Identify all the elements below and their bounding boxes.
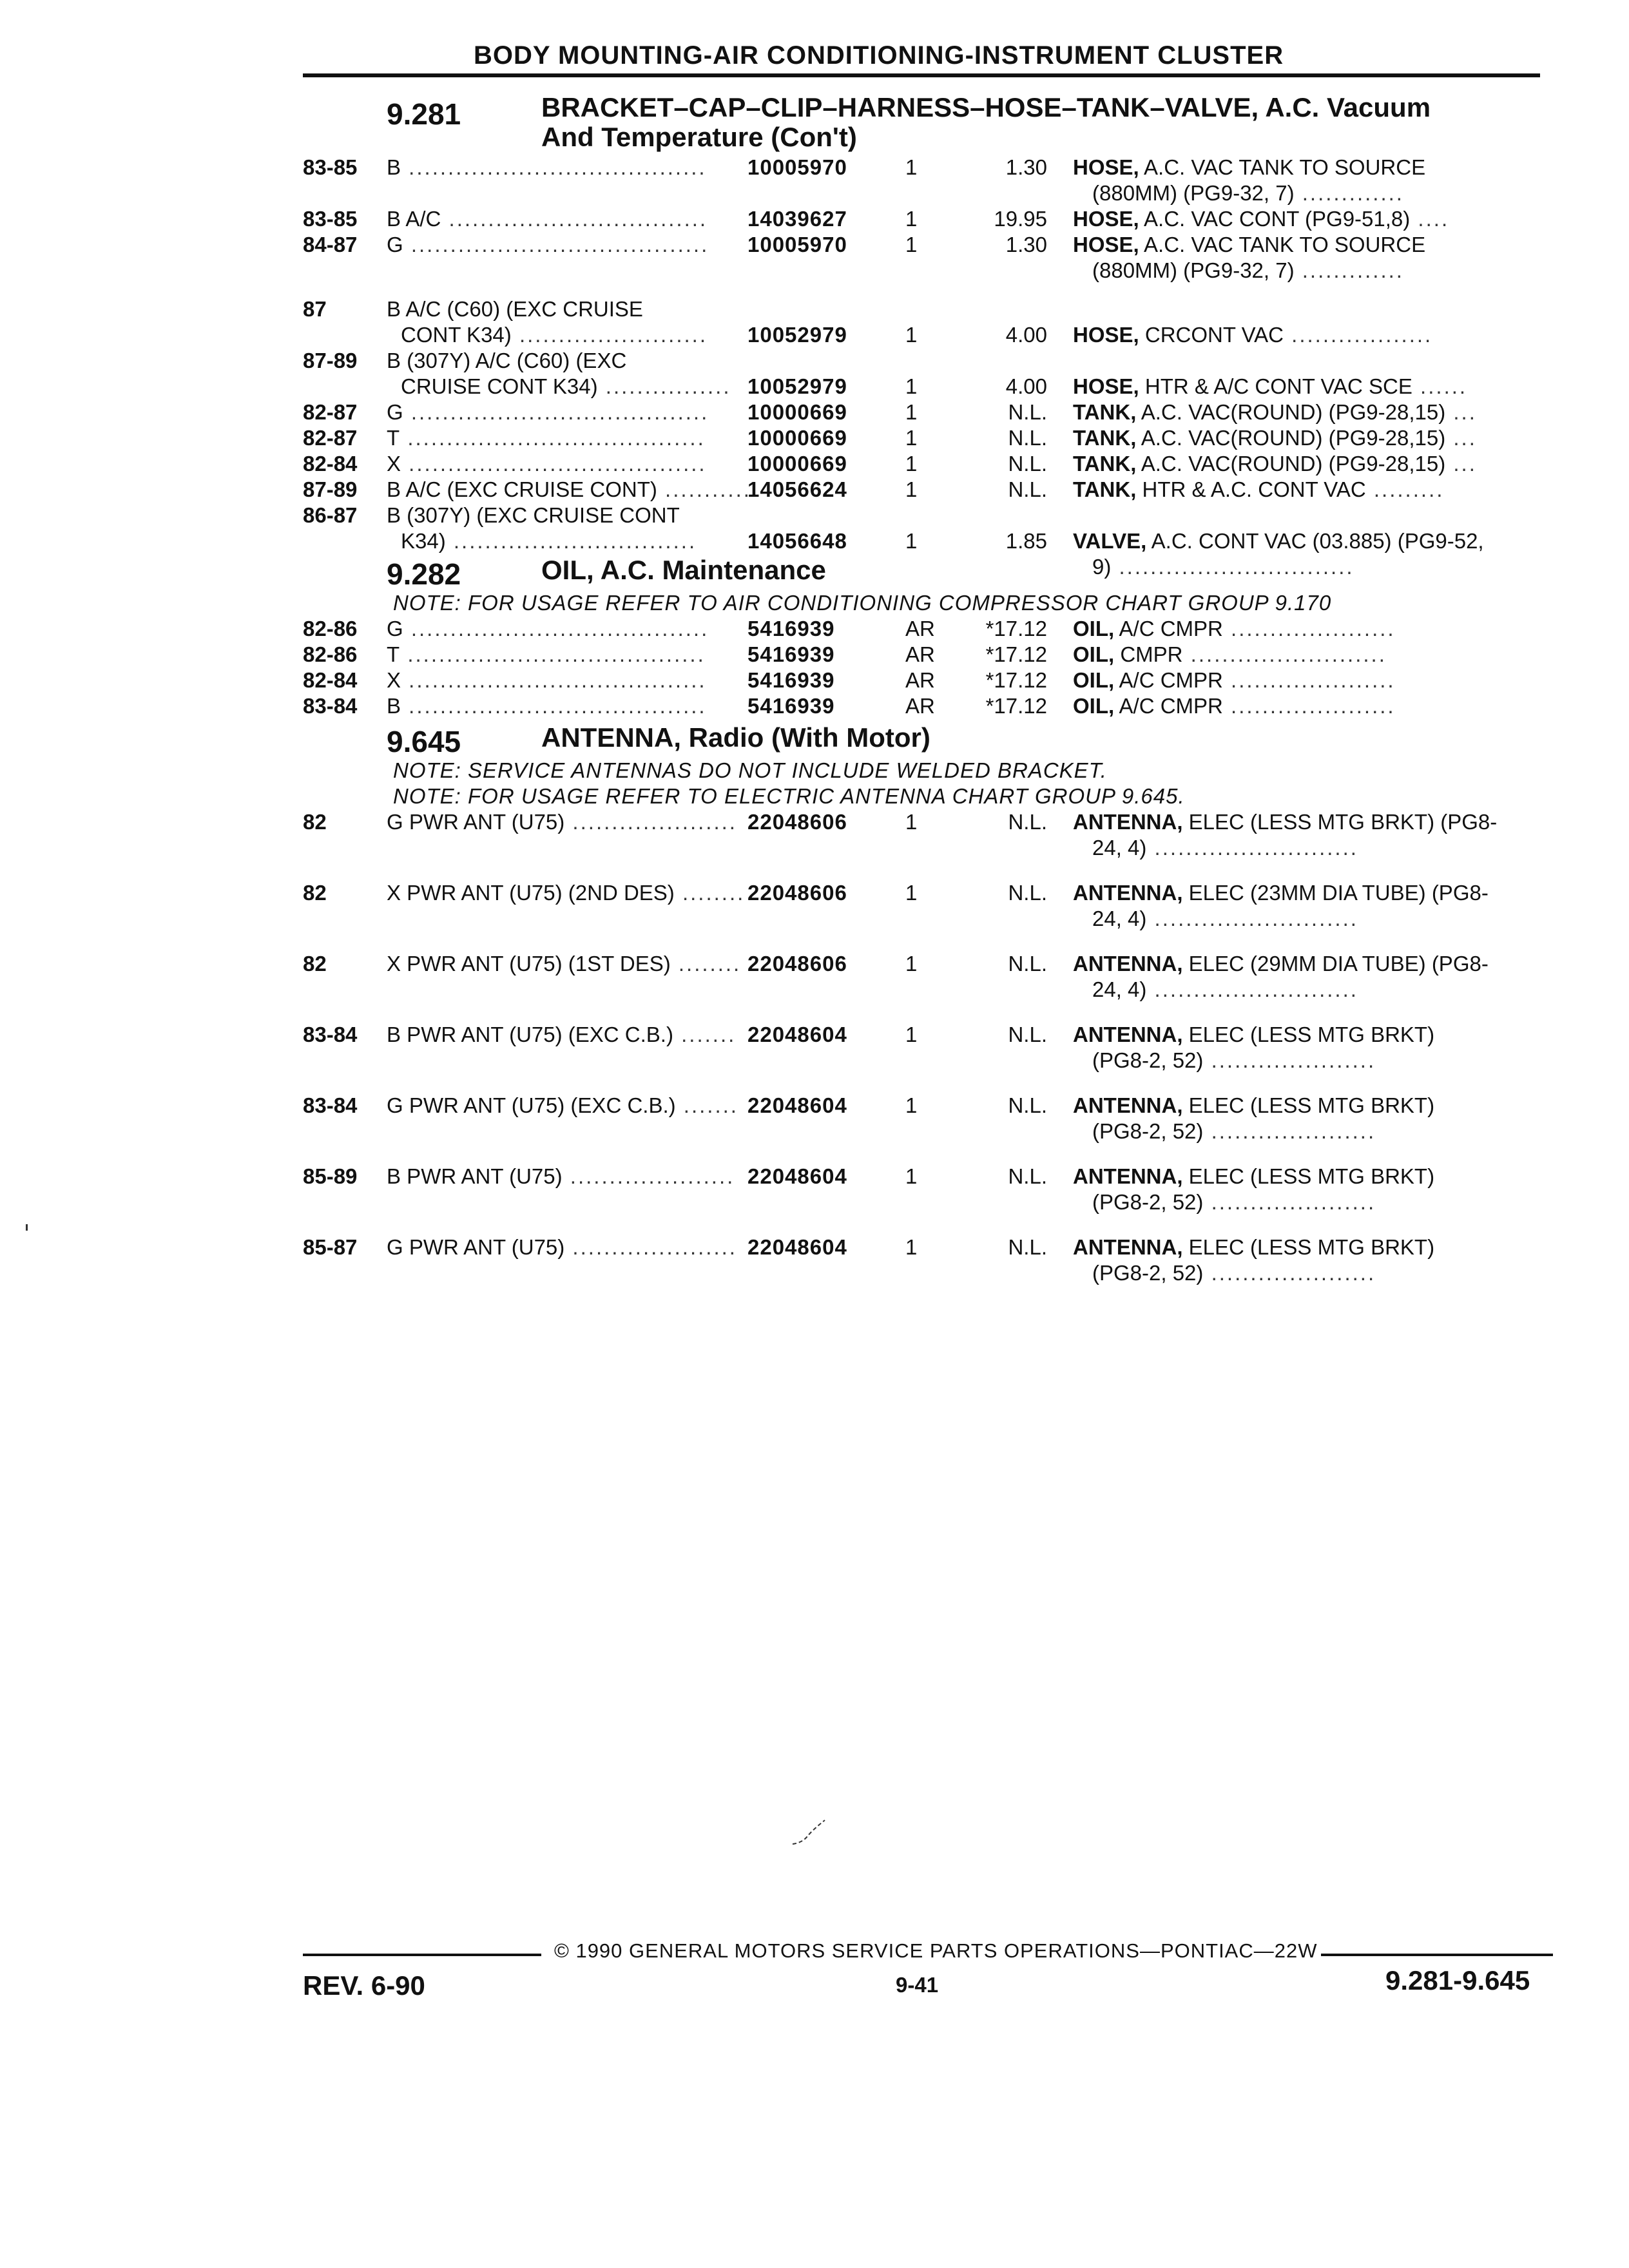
model-years: 82 — [303, 810, 327, 834]
part-name-bold: ANTENNA, — [1073, 1164, 1183, 1188]
section-9-282 — [303, 554, 1553, 719]
application — [387, 880, 1037, 906]
part-name-detail: A/C CMPR — [1114, 617, 1223, 640]
part-name-detail: A.C. VAC CONT (PG9-51,8) — [1139, 207, 1411, 231]
part-name — [1073, 477, 1550, 503]
model-years: 83-84 — [303, 694, 358, 718]
leader-dots: ..................... — [1203, 1119, 1376, 1143]
section-9-645 — [303, 722, 1553, 1286]
pen-mark — [789, 1817, 828, 1849]
application — [387, 232, 1037, 258]
part-row — [303, 809, 1553, 861]
part-row — [303, 1235, 1553, 1286]
section-note: NOTE: FOR USAGE REFER TO AIR CONDITIONING COMPRESSOR CHART GROUP 9.170 — [393, 591, 1332, 615]
application — [387, 642, 1037, 668]
leader-dots: ............. — [1294, 181, 1404, 205]
quantity: 1 — [905, 155, 918, 179]
part-name-bold: HOSE, — [1073, 207, 1139, 231]
application-line-1: B — [387, 155, 401, 179]
application-line-1: G PWR ANT (U75) — [387, 1235, 565, 1259]
application-line-1: X PWR ANT (U75) (2ND DES) — [387, 881, 675, 905]
part-row — [303, 951, 1553, 1003]
part-row — [303, 616, 1553, 642]
part-name — [1073, 880, 1550, 932]
quantity: 1 — [905, 1164, 918, 1188]
price: 4.00 — [1005, 374, 1047, 398]
application-line-1: B A/C (C60) (EXC CRUISE — [387, 297, 643, 321]
application — [387, 451, 1037, 477]
price: N.L. — [1008, 452, 1047, 476]
section-number: 9.281 — [387, 97, 461, 131]
part-name-bold: TANK, — [1073, 477, 1137, 501]
leader-dots: ...................................... — [401, 155, 707, 179]
section-note: NOTE: FOR USAGE REFER TO ELECTRIC ANTENNA CHART GROUP 9.645. — [393, 784, 1185, 808]
part-name — [1073, 322, 1550, 348]
model-years: 82-86 — [303, 642, 358, 666]
quantity: 1 — [905, 1093, 918, 1117]
part-name-detail: ELEC (LESS MTG BRKT) — [1182, 1235, 1435, 1259]
application — [387, 693, 1037, 719]
application — [387, 477, 1037, 503]
leader-dots: ...................................... — [403, 233, 709, 256]
part-name-bold: ANTENNA, — [1073, 810, 1183, 834]
part-name-line-2: (PG8-2, 52) — [1092, 1048, 1204, 1072]
part-number: 14039627 — [747, 207, 847, 231]
part-name — [1073, 451, 1550, 477]
part-name-line-2: (PG8-2, 52) — [1092, 1261, 1204, 1285]
model-years: 85-89 — [303, 1164, 358, 1188]
part-name — [1073, 951, 1550, 1003]
part-row — [303, 642, 1553, 668]
part-number: 10000669 — [747, 452, 847, 476]
leader-dots: ... — [1445, 426, 1477, 450]
part-name-detail: CMPR — [1114, 642, 1183, 666]
part-name-detail: A/C CMPR — [1114, 694, 1223, 718]
quantity: AR — [905, 694, 935, 718]
application — [387, 616, 1037, 642]
part-name — [1073, 693, 1550, 719]
part-name-detail: ELEC (LESS MTG BRKT) (PG8- — [1182, 810, 1498, 834]
part-name — [1073, 1235, 1550, 1286]
section-number: 9.645 — [387, 725, 461, 758]
part-name — [1073, 668, 1550, 693]
footer-copyright: © 1990 GENERAL MOTORS SERVICE PARTS OPERATIONS—PONTIAC—22W — [554, 1939, 1318, 1962]
application-line-1: G PWR ANT (U75) — [387, 810, 565, 834]
leader-dots: .......................... — [1146, 907, 1358, 930]
leader-dots: ... — [1445, 400, 1477, 424]
part-row — [303, 668, 1553, 693]
leader-dots: ..................... — [1203, 1261, 1376, 1285]
part-number: 5416939 — [747, 642, 835, 666]
part-number: 10005970 — [747, 155, 847, 179]
application — [387, 296, 1037, 348]
leader-dots: ........................ — [511, 323, 708, 347]
section-heading — [303, 90, 1553, 155]
model-years: 87-89 — [303, 477, 358, 501]
footer-rule-right — [1321, 1954, 1553, 1956]
part-number: 10052979 — [747, 323, 847, 347]
quantity: 1 — [905, 233, 918, 256]
section-title — [541, 555, 1547, 585]
quantity: 1 — [905, 323, 918, 347]
model-years: 82-86 — [303, 617, 358, 640]
part-name-detail: A.C. VAC(ROUND) (PG9-28,15) — [1136, 400, 1446, 424]
part-row — [303, 348, 1553, 399]
leader-dots: ..................... — [1203, 1190, 1376, 1214]
part-name-detail: A.C. CONT VAC (03.885) (PG9-52, — [1146, 529, 1484, 553]
quantity: 1 — [905, 477, 918, 501]
leader-dots: .................. — [1284, 323, 1433, 347]
quantity: AR — [905, 617, 935, 640]
model-years: 82-84 — [303, 668, 358, 692]
leader-dots: .......................... — [1146, 836, 1358, 860]
part-row — [303, 693, 1553, 719]
price: N.L. — [1008, 477, 1047, 501]
footer-rule-left — [303, 1954, 541, 1956]
part-name-line-2: 24, 4) — [1092, 836, 1147, 860]
leader-dots: ..................... — [1222, 617, 1396, 640]
application-line-1: T — [387, 642, 400, 666]
part-number: 10052979 — [747, 374, 847, 398]
section-title-line-2: And Temperature (Con't) — [541, 122, 857, 152]
parts-list — [303, 616, 1553, 719]
leader-dots: ......................... — [1182, 642, 1387, 666]
application-line-1: B (307Y) A/C (C60) (EXC — [387, 349, 627, 372]
part-row — [303, 451, 1553, 477]
model-years: 87 — [303, 297, 327, 321]
section-title — [541, 723, 1547, 753]
leader-dots: ..................... — [1203, 1048, 1376, 1072]
price: 4.00 — [1005, 323, 1047, 347]
price: *17.12 — [985, 642, 1047, 666]
leader-dots: ..................... — [564, 1235, 737, 1259]
price: N.L. — [1008, 1093, 1047, 1117]
leader-dots: ....... — [673, 1023, 737, 1046]
price: 1.85 — [1005, 529, 1047, 553]
leader-dots: ......... — [1365, 477, 1445, 501]
price: 1.30 — [1005, 233, 1047, 256]
leader-dots: ...................................... — [400, 426, 706, 450]
part-name-bold: TANK, — [1073, 452, 1137, 476]
part-number: 22048604 — [747, 1093, 847, 1117]
part-row — [303, 399, 1553, 425]
leader-dots: ....... — [675, 1093, 738, 1117]
model-years: 82-87 — [303, 426, 358, 450]
application — [387, 425, 1037, 451]
leader-dots: ...................................... — [403, 617, 709, 640]
application-line-1: G PWR ANT (U75) (EXC C.B.) — [387, 1093, 676, 1117]
part-name-bold: TANK, — [1073, 426, 1137, 450]
part-name-bold: TANK, — [1073, 400, 1137, 424]
quantity: 1 — [905, 810, 918, 834]
page-header — [303, 37, 1540, 77]
price: N.L. — [1008, 400, 1047, 424]
quantity: 1 — [905, 207, 918, 231]
part-name — [1073, 1164, 1550, 1215]
parts-list — [303, 809, 1553, 1286]
part-name-detail: A.C. VAC(ROUND) (PG9-28,15) — [1136, 452, 1446, 476]
part-name — [1073, 206, 1550, 232]
part-number: 22048604 — [747, 1164, 847, 1188]
part-name — [1073, 1093, 1550, 1144]
part-name-detail: A.C. VAC(ROUND) (PG9-28,15) — [1136, 426, 1446, 450]
model-years: 82 — [303, 881, 327, 905]
price: N.L. — [1008, 881, 1047, 905]
application — [387, 348, 1037, 399]
application — [387, 503, 1037, 554]
part-row — [303, 1022, 1553, 1073]
part-number: 14056624 — [747, 477, 847, 501]
model-years: 83-85 — [303, 207, 358, 231]
application-line-1: G — [387, 400, 403, 424]
price: *17.12 — [985, 694, 1047, 718]
leader-dots: ...................................... — [400, 642, 706, 666]
application — [387, 668, 1037, 693]
section-title — [541, 93, 1547, 152]
model-years: 86-87 — [303, 503, 358, 527]
part-name-detail: HTR & A/C CONT VAC SCE — [1139, 374, 1412, 398]
page-title: BODY MOUNTING-AIR CONDITIONING-INSTRUMENT CLUSTER — [474, 41, 1284, 70]
part-name-detail: ELEC (LESS MTG BRKT) — [1182, 1023, 1435, 1046]
part-name — [1073, 232, 1550, 284]
part-name — [1073, 1022, 1550, 1073]
model-years: 87-89 — [303, 349, 358, 372]
part-row — [303, 425, 1553, 451]
part-row — [303, 296, 1553, 348]
quantity: AR — [905, 642, 935, 666]
part-name-detail: ELEC (23MM DIA TUBE) (PG8- — [1182, 881, 1489, 905]
quantity: 1 — [905, 374, 918, 398]
leader-dots: ................................. — [441, 207, 708, 231]
part-row — [303, 155, 1553, 206]
model-years: 83-84 — [303, 1093, 358, 1117]
part-number: 22048604 — [747, 1235, 847, 1259]
part-name-bold: OIL, — [1073, 617, 1115, 640]
part-name-bold: ANTENNA, — [1073, 1235, 1183, 1259]
application — [387, 1235, 1037, 1260]
section-number: 9.282 — [387, 557, 461, 591]
leader-dots: ... — [1445, 452, 1477, 476]
quantity: AR — [905, 668, 935, 692]
part-name — [1073, 425, 1550, 451]
part-name — [1073, 642, 1550, 668]
part-name-bold: HOSE, — [1073, 233, 1139, 256]
section-heading — [303, 722, 1553, 758]
quantity: 1 — [905, 1023, 918, 1046]
quantity: 1 — [905, 952, 918, 975]
part-name-line-2: (PG8-2, 52) — [1092, 1119, 1204, 1143]
part-number: 22048604 — [747, 1023, 847, 1046]
part-number: 14056648 — [747, 529, 847, 553]
price: N.L. — [1008, 952, 1047, 975]
leader-dots: ..................... — [564, 810, 737, 834]
application — [387, 1093, 1037, 1119]
application-line-1: B PWR ANT (U75) (EXC C.B.) — [387, 1023, 673, 1046]
model-years: 83-84 — [303, 1023, 358, 1046]
leader-dots: ........... — [657, 477, 751, 501]
price: N.L. — [1008, 1164, 1047, 1188]
part-name — [1073, 809, 1550, 861]
part-name-detail: ELEC (29MM DIA TUBE) (PG8- — [1182, 952, 1489, 975]
application-line-1: B A/C — [387, 207, 441, 231]
price: *17.12 — [985, 617, 1047, 640]
part-name-line-2: 9) — [1092, 555, 1112, 579]
leader-dots: ........ — [674, 881, 746, 905]
part-number: 10000669 — [747, 426, 847, 450]
leader-dots: ..................... — [1222, 694, 1396, 718]
quantity: 1 — [905, 529, 918, 553]
application — [387, 399, 1037, 425]
leader-dots: ...... — [1412, 374, 1468, 398]
part-name-detail: A.C. VAC TANK TO SOURCE — [1139, 233, 1426, 256]
part-name-bold: VALVE, — [1073, 529, 1147, 553]
part-name — [1073, 374, 1550, 399]
application-line-1: B — [387, 694, 401, 718]
part-name-detail: ELEC (LESS MTG BRKT) — [1182, 1164, 1435, 1188]
leader-dots: .......................... — [1146, 977, 1358, 1001]
part-row — [303, 1164, 1553, 1215]
part-name-detail: ELEC (LESS MTG BRKT) — [1182, 1093, 1435, 1117]
price: N.L. — [1008, 426, 1047, 450]
application-line-2: K34) — [401, 529, 446, 553]
application — [387, 206, 1037, 232]
application-line-1: B PWR ANT (U75) — [387, 1164, 563, 1188]
leader-dots: ...................................... — [401, 668, 707, 692]
part-name-bold: ANTENNA, — [1073, 881, 1183, 905]
part-name-line-2: (PG8-2, 52) — [1092, 1190, 1204, 1214]
part-name-bold: OIL, — [1073, 668, 1115, 692]
part-name-bold: OIL, — [1073, 694, 1115, 718]
application-line-1: B A/C (EXC CRUISE CONT) — [387, 477, 657, 501]
application-line-1: X PWR ANT (U75) (1ST DES) — [387, 952, 671, 975]
price: N.L. — [1008, 810, 1047, 834]
part-number: 22048606 — [747, 810, 847, 834]
quantity: 1 — [905, 452, 918, 476]
leader-dots: ........ — [670, 952, 742, 975]
model-years: 82-84 — [303, 452, 358, 476]
price: 1.30 — [1005, 155, 1047, 179]
part-name-bold: ANTENNA, — [1073, 1093, 1183, 1117]
leader-dots: ...................................... — [401, 452, 707, 476]
part-name — [1073, 399, 1550, 425]
part-name-line-2: (880MM) (PG9-32, 7) — [1092, 258, 1295, 282]
part-name-detail: A.C. VAC TANK TO SOURCE — [1139, 155, 1426, 179]
leader-dots: ...................................... — [401, 694, 707, 718]
quantity: 1 — [905, 400, 918, 424]
part-number: 10005970 — [747, 233, 847, 256]
footer-revision: REV. 6-90 — [303, 1970, 425, 2001]
model-years: 82 — [303, 952, 327, 975]
part-number: 22048606 — [747, 952, 847, 975]
section-note: NOTE: SERVICE ANTENNAS DO NOT INCLUDE WELDED BRACKET. — [393, 758, 1107, 782]
part-number: 22048606 — [747, 881, 847, 905]
section-title-line-1: BRACKET–CAP–CLIP–HARNESS–HOSE–TANK–VALVE, A.C. Vacuum — [541, 92, 1431, 122]
application — [387, 1022, 1037, 1048]
part-row — [303, 477, 1553, 503]
part-name-bold: HOSE, — [1073, 374, 1139, 398]
part-number: 5416939 — [747, 668, 835, 692]
footer-page-number: 9-41 — [896, 1973, 939, 1997]
model-years: 85-87 — [303, 1235, 358, 1259]
part-name-bold: HOSE, — [1073, 155, 1139, 179]
model-years: 84-87 — [303, 233, 358, 256]
section-heading — [303, 554, 1553, 590]
leader-dots: ...................................... — [403, 400, 709, 424]
application — [387, 951, 1037, 977]
price: *17.12 — [985, 668, 1047, 692]
part-name-line-2: 24, 4) — [1092, 977, 1147, 1001]
leader-dots: ............................... — [445, 529, 697, 553]
application — [387, 1164, 1037, 1189]
section-title-line-1: ANTENNA, Radio (With Motor) — [541, 722, 930, 753]
application-line-1: G — [387, 617, 403, 640]
quantity: 1 — [905, 1235, 918, 1259]
scan-speck — [26, 1224, 28, 1231]
leader-dots: .... — [1410, 207, 1450, 231]
quantity: 1 — [905, 881, 918, 905]
section-title-line-1: OIL, A.C. Maintenance — [541, 555, 826, 585]
part-name-bold: ANTENNA, — [1073, 1023, 1183, 1046]
model-years: 83-85 — [303, 155, 358, 179]
part-row — [303, 880, 1553, 932]
price: 19.95 — [994, 207, 1047, 231]
part-name — [1073, 155, 1550, 206]
part-name-detail: CRCONT VAC — [1139, 323, 1284, 347]
price: N.L. — [1008, 1235, 1047, 1259]
part-name-line-2: (880MM) (PG9-32, 7) — [1092, 181, 1295, 205]
application-line-2: CRUISE CONT K34) — [401, 374, 598, 398]
application — [387, 809, 1037, 835]
part-name — [1073, 616, 1550, 642]
part-name-line-2: 24, 4) — [1092, 907, 1147, 930]
part-row — [303, 1093, 1553, 1144]
part-name-bold: OIL, — [1073, 642, 1115, 666]
application-line-1: B (307Y) (EXC CRUISE CONT — [387, 503, 680, 527]
leader-dots: ............. — [1294, 258, 1404, 282]
application-line-2: CONT K34) — [401, 323, 512, 347]
price: N.L. — [1008, 1023, 1047, 1046]
part-number: 10000669 — [747, 400, 847, 424]
part-name-detail: A/C CMPR — [1114, 668, 1223, 692]
leader-dots: ................ — [597, 374, 731, 398]
part-row — [303, 206, 1553, 232]
part-name-detail: HTR & A.C. CONT VAC — [1136, 477, 1366, 501]
part-number: 5416939 — [747, 694, 835, 718]
application-line-1: G — [387, 233, 403, 256]
leader-dots: .............................. — [1111, 555, 1354, 579]
part-name-bold: ANTENNA, — [1073, 952, 1183, 975]
application-line-1: X — [387, 452, 401, 476]
application — [387, 155, 1037, 180]
part-row — [303, 232, 1553, 284]
leader-dots: ..................... — [1222, 668, 1396, 692]
footer-section-range: 9.281-9.645 — [1385, 1965, 1530, 1995]
quantity: 1 — [905, 426, 918, 450]
part-name-bold: HOSE, — [1073, 323, 1139, 347]
model-years: 82-87 — [303, 400, 358, 424]
application-line-1: T — [387, 426, 400, 450]
leader-dots: ..................... — [562, 1164, 735, 1188]
application-line-1: X — [387, 668, 401, 692]
part-number: 5416939 — [747, 617, 835, 640]
